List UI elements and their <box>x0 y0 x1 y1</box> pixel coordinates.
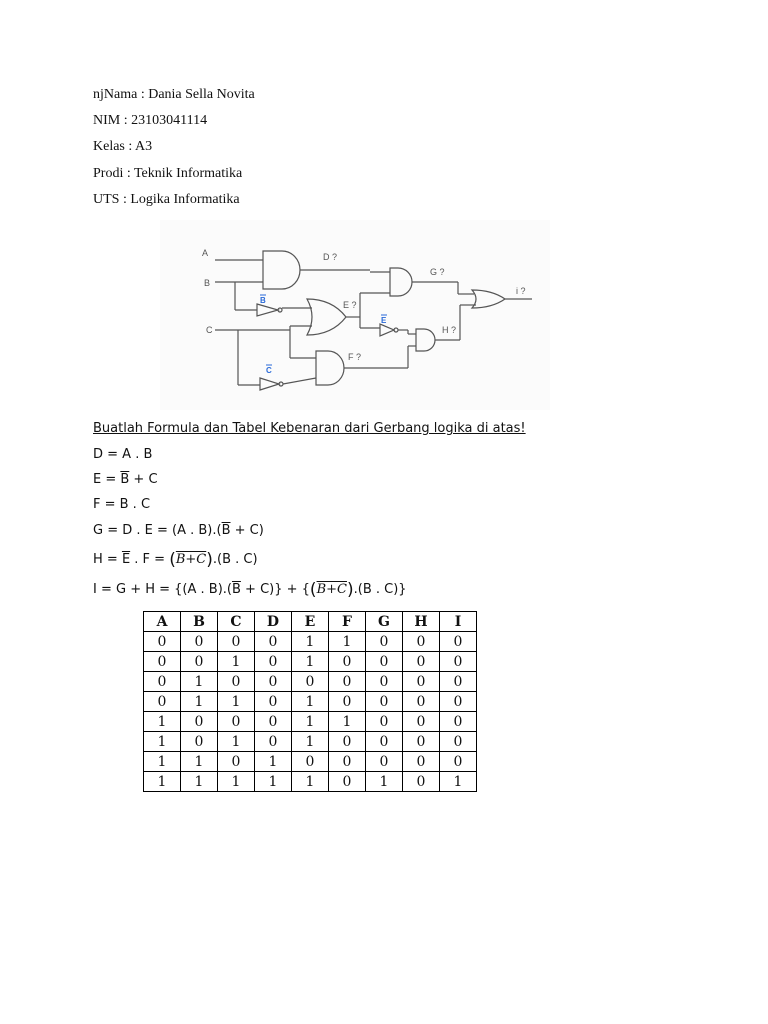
table-cell: 0 <box>366 632 403 652</box>
table-cell: 0 <box>403 652 440 672</box>
table-cell: 1 <box>329 632 366 652</box>
table-cell: 0 <box>440 752 477 772</box>
table-row <box>144 672 477 692</box>
table-cell: 1 <box>218 652 255 672</box>
table-cell: 1 <box>255 752 292 772</box>
table-cell: 1 <box>218 692 255 712</box>
table-cell: 0 <box>181 652 218 672</box>
table-cell: 0 <box>144 692 181 712</box>
header-cell: H <box>403 612 440 632</box>
table-cell: 0 <box>440 692 477 712</box>
label-h: H ? <box>442 325 457 335</box>
table-cell: 0 <box>329 772 366 792</box>
table-cell: 0 <box>144 672 181 692</box>
table-cell: 0 <box>292 752 329 772</box>
table-cell: 0 <box>366 752 403 772</box>
label-d: D ? <box>323 252 338 262</box>
table-cell: 1 <box>329 712 366 732</box>
table-cell: 1 <box>218 732 255 752</box>
label-bbar: B <box>260 296 266 305</box>
logic-gate-diagram <box>160 220 550 410</box>
label-e: E ? <box>343 300 357 310</box>
table-cell: 1 <box>440 772 477 792</box>
label-c: C <box>206 325 213 335</box>
header-cell: E <box>292 612 329 632</box>
truth-table-header <box>144 612 477 632</box>
table-row <box>144 692 477 712</box>
table-cell: 0 <box>403 712 440 732</box>
table-cell: 0 <box>403 632 440 652</box>
table-cell: 0 <box>329 752 366 772</box>
label-f: F ? <box>348 352 362 362</box>
table-cell: 0 <box>255 692 292 712</box>
table-cell: 0 <box>403 732 440 752</box>
table-cell: 0 <box>329 732 366 752</box>
table-cell: 1 <box>292 692 329 712</box>
header-exam: UTS : Logika Informatika <box>93 192 240 207</box>
table-row <box>144 632 477 652</box>
table-row <box>144 772 477 792</box>
table-cell: 0 <box>218 752 255 772</box>
table-cell: 0 <box>255 632 292 652</box>
table-cell: 0 <box>329 652 366 672</box>
formula-i: I = G + H = {(A . $B).(\overline{B} + C)\} + \{(B+C).(B$ . C)} <box>93 580 407 600</box>
table-cell: 0 <box>440 712 477 732</box>
table-cell: 0 <box>366 672 403 692</box>
table-cell: 1 <box>218 772 255 792</box>
table-row <box>144 712 477 732</box>
table-cell: 0 <box>440 632 477 652</box>
table-cell: 0 <box>403 772 440 792</box>
label-b: B <box>204 278 211 288</box>
table-cell: 0 <box>255 652 292 672</box>
table-cell: 1 <box>144 732 181 752</box>
table-cell: 0 <box>255 672 292 692</box>
table-cell: 0 <box>366 652 403 672</box>
label-cbar: C <box>266 366 272 375</box>
table-cell: 1 <box>292 632 329 652</box>
table-cell: 1 <box>144 772 181 792</box>
table-cell: 0 <box>329 672 366 692</box>
table-cell: 0 <box>292 672 329 692</box>
header-cell: C <box>218 612 255 632</box>
table-row <box>144 732 477 752</box>
table-cell: 0 <box>181 632 218 652</box>
formula-h: $H = \overline{E}$ . F = (B+C).(B . C) <box>93 550 258 570</box>
label-a: A <box>202 248 209 258</box>
table-cell: 0 <box>366 732 403 752</box>
table-cell: 0 <box>440 652 477 672</box>
table-cell: 1 <box>181 692 218 712</box>
header-cell: G <box>366 612 403 632</box>
instruction-heading: Buatlah Formula dan Tabel Kebenaran dari Gerbang logika di atas! <box>93 421 526 436</box>
table-cell: 0 <box>144 652 181 672</box>
table-cell: 0 <box>218 712 255 732</box>
formula-f: F = B . C <box>93 497 151 512</box>
table-cell: 1 <box>181 772 218 792</box>
table-cell: 1 <box>181 752 218 772</box>
header-cell: F <box>329 612 366 632</box>
table-cell: 0 <box>403 692 440 712</box>
table-cell: 0 <box>255 712 292 732</box>
table-cell: 1 <box>292 772 329 792</box>
table-cell: 1 <box>181 672 218 692</box>
table-cell: 0 <box>403 752 440 772</box>
header-name: njNama : Dania Sella Novita <box>93 87 255 102</box>
table-cell: 0 <box>218 632 255 652</box>
header-cell: I <box>440 612 477 632</box>
formula-d: D = A . B <box>93 447 153 462</box>
header-program: Prodi : Teknik Informatika <box>93 166 243 181</box>
truth-table <box>143 611 477 792</box>
table-cell: 0 <box>403 672 440 692</box>
header-class: Kelas : A3 <box>93 139 153 154</box>
table-cell: 0 <box>144 632 181 652</box>
table-cell: 1 <box>144 752 181 772</box>
formula-e: $E = \overline{B} + C$ <box>93 472 158 487</box>
header-cell: A <box>144 612 181 632</box>
table-cell: 1 <box>255 772 292 792</box>
table-cell: 0 <box>366 692 403 712</box>
table-cell: 0 <box>440 672 477 692</box>
table-cell: 1 <box>292 712 329 732</box>
table-row <box>144 752 477 772</box>
header-nim: NIM : 23103041114 <box>93 113 208 128</box>
table-cell: 0 <box>255 732 292 752</box>
label-ebar: E <box>381 316 387 325</box>
truth-table-body <box>144 632 477 792</box>
table-cell: 0 <box>181 732 218 752</box>
table-cell: 0 <box>181 712 218 732</box>
label-g: G ? <box>430 267 445 277</box>
header-cell: B <box>181 612 218 632</box>
label-i: i ? <box>516 286 526 296</box>
table-cell: 1 <box>366 772 403 792</box>
table-cell: 0 <box>440 732 477 752</box>
table-cell: 1 <box>292 732 329 752</box>
formula-g: G = D . E = (A . $B).(\overline{B} + C)$ <box>93 523 264 538</box>
table-cell: 1 <box>144 712 181 732</box>
table-cell: 0 <box>366 712 403 732</box>
table-cell: 0 <box>218 672 255 692</box>
table-cell: 0 <box>329 692 366 712</box>
header-cell: D <box>255 612 292 632</box>
table-cell: 1 <box>292 652 329 672</box>
table-row <box>144 652 477 672</box>
